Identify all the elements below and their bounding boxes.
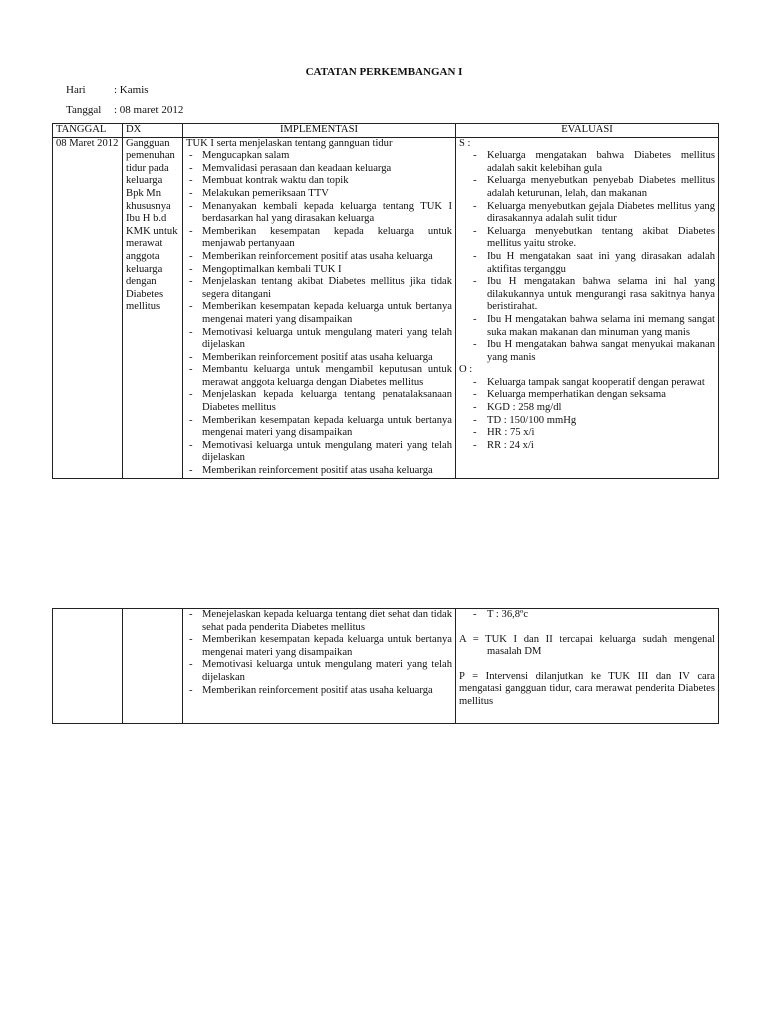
- hari-label: Hari: [66, 84, 86, 96]
- implementasi-cell: [183, 137, 456, 478]
- implementasi-item: - Menjelaskan kepada keluarga tentang penatalaksanaan Diabetes mellitus: [186, 389, 452, 414]
- tanggal-value: : 08 maret 2012: [114, 104, 184, 116]
- eval-s-label: S :: [459, 137, 471, 149]
- implementasi-item: - Memberikan kesempatan kepada keluarga untuk bertanya mengenai materi yang disampaikan: [186, 415, 452, 440]
- implementasi-item: - Memberikan reinforcement positif atas usaha keluarga: [186, 685, 452, 698]
- eval-o-item: - TD : 150/100 mmHg: [459, 415, 715, 428]
- eval-t-item: - T : 36,8ºc: [459, 609, 715, 622]
- tanggal-label: Tanggal: [66, 104, 102, 116]
- hari-line: [66, 84, 149, 97]
- implementasi-item: - Memberikan kesempatan kepada keluarga untuk menjawab pertanyaan: [186, 226, 452, 251]
- implementasi-item: - Mengoptimalkan kembali TUK I: [186, 264, 452, 277]
- implementasi-item: - Memotivasi keluarga untuk mengulang materi yang telah dijelaskan: [186, 659, 452, 684]
- table-row: [53, 609, 719, 724]
- implementasi-item: - Menanyakan kembali kepada keluarga tentang TUK I berdasarkan hal yang dirasakan keluarga: [186, 201, 452, 226]
- tanggal-line: [66, 104, 183, 117]
- eval-o-item: - Keluarga memperhatikan dengan seksama: [459, 389, 715, 402]
- implementasi-item: - Membuat kontrak waktu dan topik: [186, 175, 452, 188]
- eval-o-list: [459, 377, 715, 453]
- eval-s-item: - Ibu H mengatakan bahwa selama ini memang sangat suka makan makanan dan minuman yang manis: [459, 314, 715, 339]
- dx-cell-empty: [123, 609, 183, 724]
- eval-o-item: - RR : 24 x/i: [459, 440, 715, 453]
- eval-s-item: - Ibu H mengatakan bahwa sangat menyukai makanan yang manis: [459, 339, 715, 364]
- eval-o-item: - HR : 75 x/i: [459, 427, 715, 440]
- header-evaluasi: EVALUASI: [456, 124, 719, 138]
- header-dx: DX: [123, 124, 183, 138]
- implementasi-item: - Memberikan kesempatan kepada keluarga untuk bertanya mengenai materi yang disampaikan: [186, 301, 452, 326]
- implementasi-list: [186, 609, 452, 697]
- eval-t-list: [459, 609, 715, 622]
- implementasi-item: - Mengucapkan salam: [186, 150, 452, 163]
- eval-s-item: - Keluarga menyebutkan penyebab Diabetes mellitus adalah keturunan, lelah, dan makanan: [459, 175, 715, 200]
- eval-s-item: - Keluarga menyebutkan gejala Diabetes mellitus yang dirasakannya adalah sulit tidur: [459, 201, 715, 226]
- implementasi-item: - Membantu keluarga untuk mengambil keputusan untuk merawat anggota keluarga dengan Diabetes mellitus: [186, 364, 452, 389]
- eval-o-label: O :: [459, 364, 473, 376]
- tanggal-cell: 08 Maret 2012: [53, 137, 123, 478]
- tanggal-cell-empty: [53, 609, 123, 724]
- eval-s-item: - Keluarga menyebutkan tentang akibat Diabetes mellitus yaitu stroke.: [459, 226, 715, 251]
- header-row: [53, 124, 719, 138]
- eval-a: A = TUK I dan II tercapai keluarga sudah mengenal masalah DM: [459, 633, 715, 658]
- eval-p: P = Intervensi dilanjutkan ke TUK III dan IV cara mengatasi gangguan tidur, cara merawat penderita Diabetes mellitus: [459, 670, 715, 707]
- implementasi-item: - Memotivasi keluarga untuk mengulang materi yang telah dijelaskan: [186, 440, 452, 465]
- eval-o-item: - KGD : 258 mg/dl: [459, 402, 715, 415]
- eval-s-item: - Keluarga mengatakan bahwa Diabetes mellitus adalah sakit kelebihan gula: [459, 150, 715, 175]
- header-implementasi: IMPLEMENTASI: [183, 124, 456, 138]
- implementasi-item: - Melakukan pemeriksaan TTV: [186, 188, 452, 201]
- implementasi-item: - Memvalidasi perasaan dan keadaan keluarga: [186, 163, 452, 176]
- document-title: CATATAN PERKEMBANGAN I: [305, 66, 463, 78]
- eval-s-item: - Ibu H mengatakan saat ini yang dirasakan adalah aktifitas terganggu: [459, 251, 715, 276]
- progress-table-page2: [52, 608, 719, 724]
- progress-table-page1: [52, 123, 719, 479]
- eval-s-item: - Ibu H mengatakan bahwa selama ini hal yang dilakukannya untuk mengurangi rasa sakitnya hanya beristirahat.: [459, 276, 715, 314]
- eval-o-item: - Keluarga tampak sangat kooperatif dengan perawat: [459, 377, 715, 390]
- evaluasi-cell: [456, 609, 719, 724]
- implementasi-intro: TUK I serta menjelaskan tentang gannguan tidur: [186, 137, 393, 149]
- implementasi-item: - Memotivasi keluarga untuk mengulang materi yang telah dijelaskan: [186, 327, 452, 352]
- implementasi-item: - Menjelaskan tentang akibat Diabetes mellitus jika tidak segera ditangani: [186, 276, 452, 301]
- implementasi-item: - Memberikan reinforcement positif atas usaha keluarga: [186, 251, 452, 264]
- implementasi-list: [186, 150, 452, 477]
- implementasi-item: - Memberikan reinforcement positif atas usaha keluarga: [186, 465, 452, 478]
- implementasi-item: - Menejelaskan kepada keluarga tentang diet sehat dan tidak sehat pada penderita Diabetes mellitus: [186, 609, 452, 634]
- evaluasi-cell: [456, 137, 719, 478]
- hari-value: : Kamis: [114, 84, 149, 96]
- dx-cell: Gangguan pemenuhan tidur pada keluarga Bpk Mn khususnya Ibu H b.d KMK untuk merawat anggota keluarga dengan Diabetes mellitus: [123, 137, 183, 478]
- implementasi-item: - Memberikan kesempatan kepada keluarga untuk bertanya mengenai materi yang disampaikan: [186, 634, 452, 659]
- implementasi-cell: [183, 609, 456, 724]
- eval-s-list: [459, 150, 715, 364]
- header-tanggal: TANGGAL: [53, 124, 123, 138]
- table-row: [53, 137, 719, 478]
- implementasi-item: - Memberikan reinforcement positif atas usaha keluarga: [186, 352, 452, 365]
